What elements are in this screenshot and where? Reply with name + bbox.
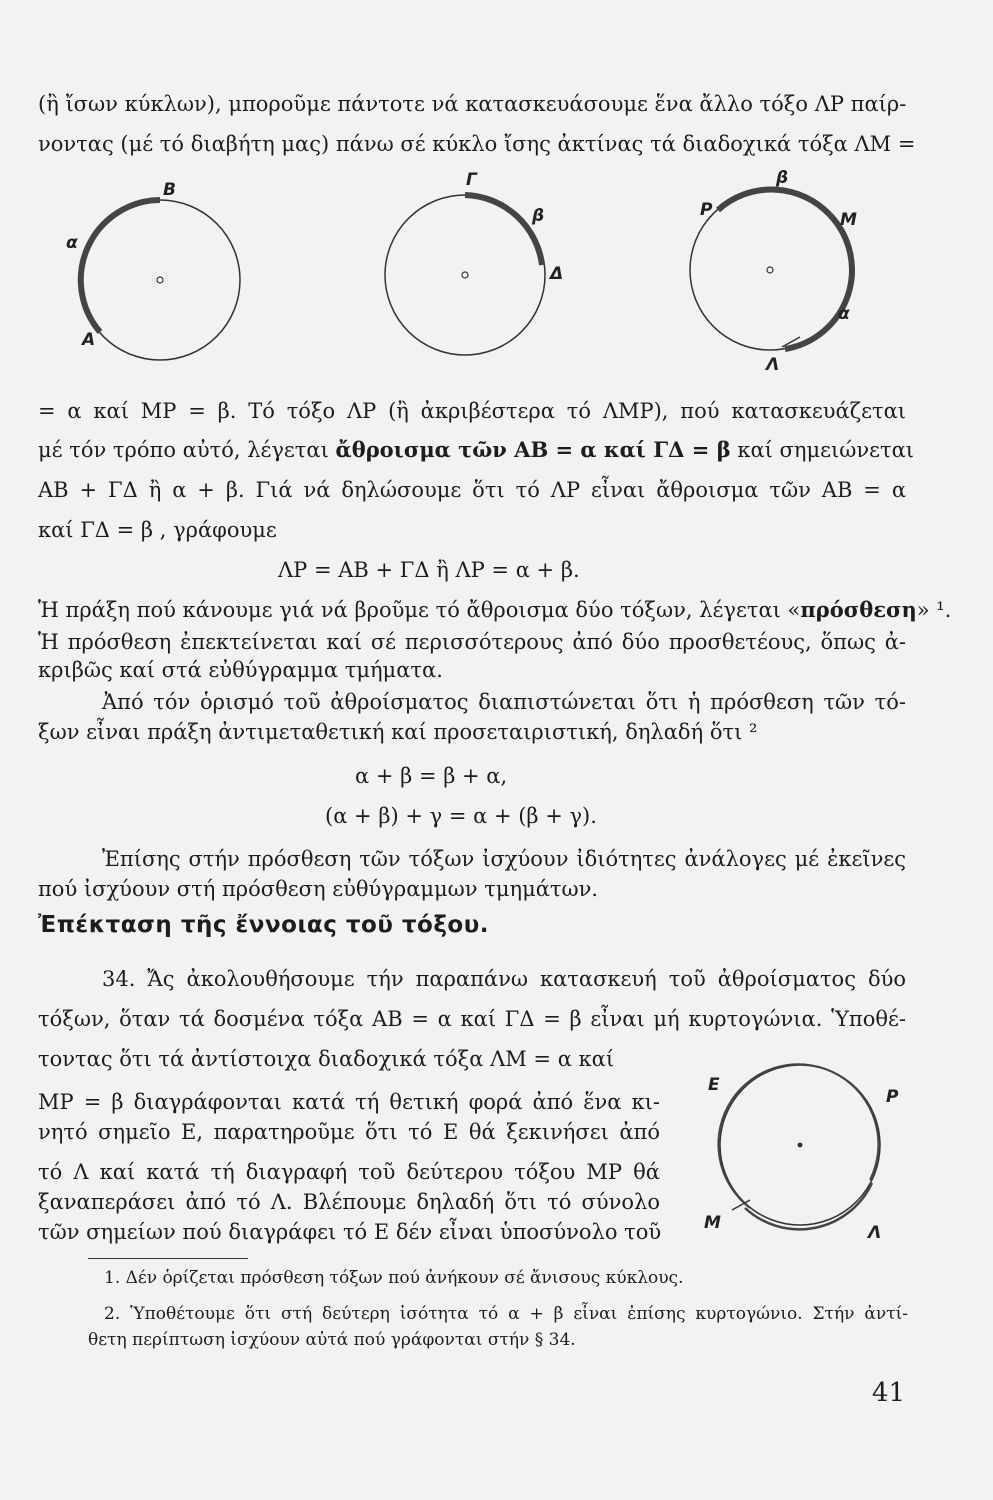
footnote-2: 2. Ὑποθέτουμε ὅτι στή δεύτερη ἰσότητα τό α + β εἶναι ἐπίσης κυρτογώνιο. Στήν ἀντί- bbox=[104, 1304, 908, 1324]
label-g: Γ bbox=[466, 170, 477, 190]
text-line: κριβῶς καί στά εὐθύγραμμα τμήματα. bbox=[38, 658, 443, 682]
label-p: P bbox=[886, 1087, 899, 1107]
equation-line: α + β = β + α, bbox=[355, 764, 508, 788]
text-line: νοντας (μέ τό διαβήτη μας) πάνω σέ κύκλο ἴσης ἀκτίνας τά διαδοχικά τόξα ΛΜ = bbox=[38, 132, 916, 156]
footnote-2-cont: θετη περίπτωση ἰσχύουν αὐτά πού γράφονται στήν § 34. bbox=[88, 1330, 576, 1350]
text-line: καί ΓΔ = β , γράφουμε bbox=[38, 518, 277, 542]
label-m: M bbox=[704, 1213, 721, 1233]
label-a: A bbox=[82, 330, 96, 350]
label-l: Λ bbox=[766, 355, 780, 375]
text-line: τοντας ὅτι τά ἀντίστοιχα διαδοχικά τόξα ΛΜ = α καί bbox=[38, 1047, 615, 1071]
footnote-1: 1. Δέν ὁρίζεται πρόσθεση τόξων πού ἀνήκουν σέ ἄνισους κύκλους. bbox=[104, 1268, 684, 1288]
label-b: B bbox=[163, 180, 176, 200]
label-d: Δ bbox=[550, 264, 564, 284]
text-line: 34. Ἄς ἀκολουθήσουμε τήν παραπάνω κατασκευή τοῦ ἀθροίσματος δύο bbox=[102, 967, 906, 991]
text-line: πού ἰσχύουν στή πρόσθεση εὐθύγραμμων τμημάτων. bbox=[38, 877, 599, 901]
label-alpha: α bbox=[838, 304, 850, 324]
section-heading: Ἐπέκταση τῆς ἔννοιας τοῦ τόξου. bbox=[38, 912, 490, 938]
text-line: (ἢ ἴσων κύκλων), μποροῦμε πάντοτε νά κατασκευάσουμε ἕνα ἄλλο τόξο ΛΡ παίρ- bbox=[38, 92, 907, 116]
label-alpha: α bbox=[66, 233, 78, 253]
text-line: Ἐπίσης στήν πρόσθεση τῶν τόξων ἰσχύουν ἰδιότητες ἀνάλογες μέ ἐκεῖνες bbox=[102, 847, 906, 871]
footnote-divider bbox=[88, 1258, 248, 1259]
label-beta: β bbox=[776, 168, 789, 188]
figure-extended-arc bbox=[690, 1060, 910, 1243]
text-line: ξαναπεράσει ἀπό τό Λ. Βλέπουμε δηλαδή ὅτι τό σύνολο bbox=[38, 1190, 660, 1214]
text-line: τό Λ καί κατά τή διαγραφή τοῦ δεύτερου τόξου ΜΡ θά bbox=[38, 1160, 660, 1184]
figure-arc-sum bbox=[680, 168, 880, 375]
text-line: ΜΡ = β διαγράφονται κατά τή θετική φορά ἀπό ἕνα κι- bbox=[38, 1090, 660, 1114]
figure-arc-gd bbox=[380, 170, 580, 365]
label-beta: β bbox=[532, 206, 545, 226]
text-line: τόξων, ὅταν τά δοσμένα τόξα ΑΒ = α καί ΓΔ = β εἶναι μή κυρτογώνια. Ὑποθέ- bbox=[38, 1007, 906, 1031]
label-p: P bbox=[700, 200, 713, 220]
text-line: Ἀπό τόν ὁρισμό τοῦ ἀθροίσματος διαπιστώνεται ὅτι ἡ πρόσθεση τῶν τό- bbox=[102, 690, 906, 714]
text-line: μέ τόν τρόπο αὐτό, λέγεται ἄθροισμα τῶν ΑΒ = α καί ΓΔ = β καί σημειώνεται bbox=[38, 437, 915, 462]
text-line: Ἡ πράξη πού κάνουμε γιά νά βροῦμε τό ἄθροισμα δύο τόξων, λέγεται «πρόσθεση» ¹. bbox=[38, 597, 952, 622]
page-number: 41 bbox=[871, 1378, 905, 1408]
text-line: ΑΒ + ΓΔ ἢ α + β. Γιά νά δηλώσουμε ὅτι τό ΛΡ εἶναι ἄθροισμα τῶν ΑΒ = α bbox=[38, 478, 906, 502]
figure-arc-ab bbox=[60, 180, 260, 370]
text-line: τῶν σημείων πού διαγράφει τό Ε δέν εἶναι ὑποσύνολο τοῦ bbox=[38, 1220, 662, 1244]
equation-line: (α + β) + γ = α + (β + γ). bbox=[325, 804, 597, 828]
text-line: Ἡ πρόσθεση ἐπεκτείνεται καί σέ περισσότερους ἀπό δύο προσθετέους, ὅπως ἀ- bbox=[38, 630, 906, 654]
label-l: Λ bbox=[868, 1223, 882, 1243]
label-e: E bbox=[708, 1075, 720, 1095]
label-m: M bbox=[840, 210, 857, 230]
text-line: = α καί ΜΡ = β. Τό τόξο ΛΡ (ἢ ἀκριβέστερα τό ΛΜΡ), πού κατασκευάζεται bbox=[38, 399, 906, 423]
equation-line: ΛΡ = ΑΒ + ΓΔ ἢ ΛΡ = α + β. bbox=[278, 558, 580, 582]
text-line: ξων εἶναι πράξη ἀντιμεταθετική καί προσεταιριστική, δηλαδή ὅτι ² bbox=[38, 720, 758, 744]
text-line: νητό σημεῖο Ε, παρατηροῦμε ὅτι τό Ε θά ξεκινήσει ἀπό bbox=[38, 1120, 660, 1144]
